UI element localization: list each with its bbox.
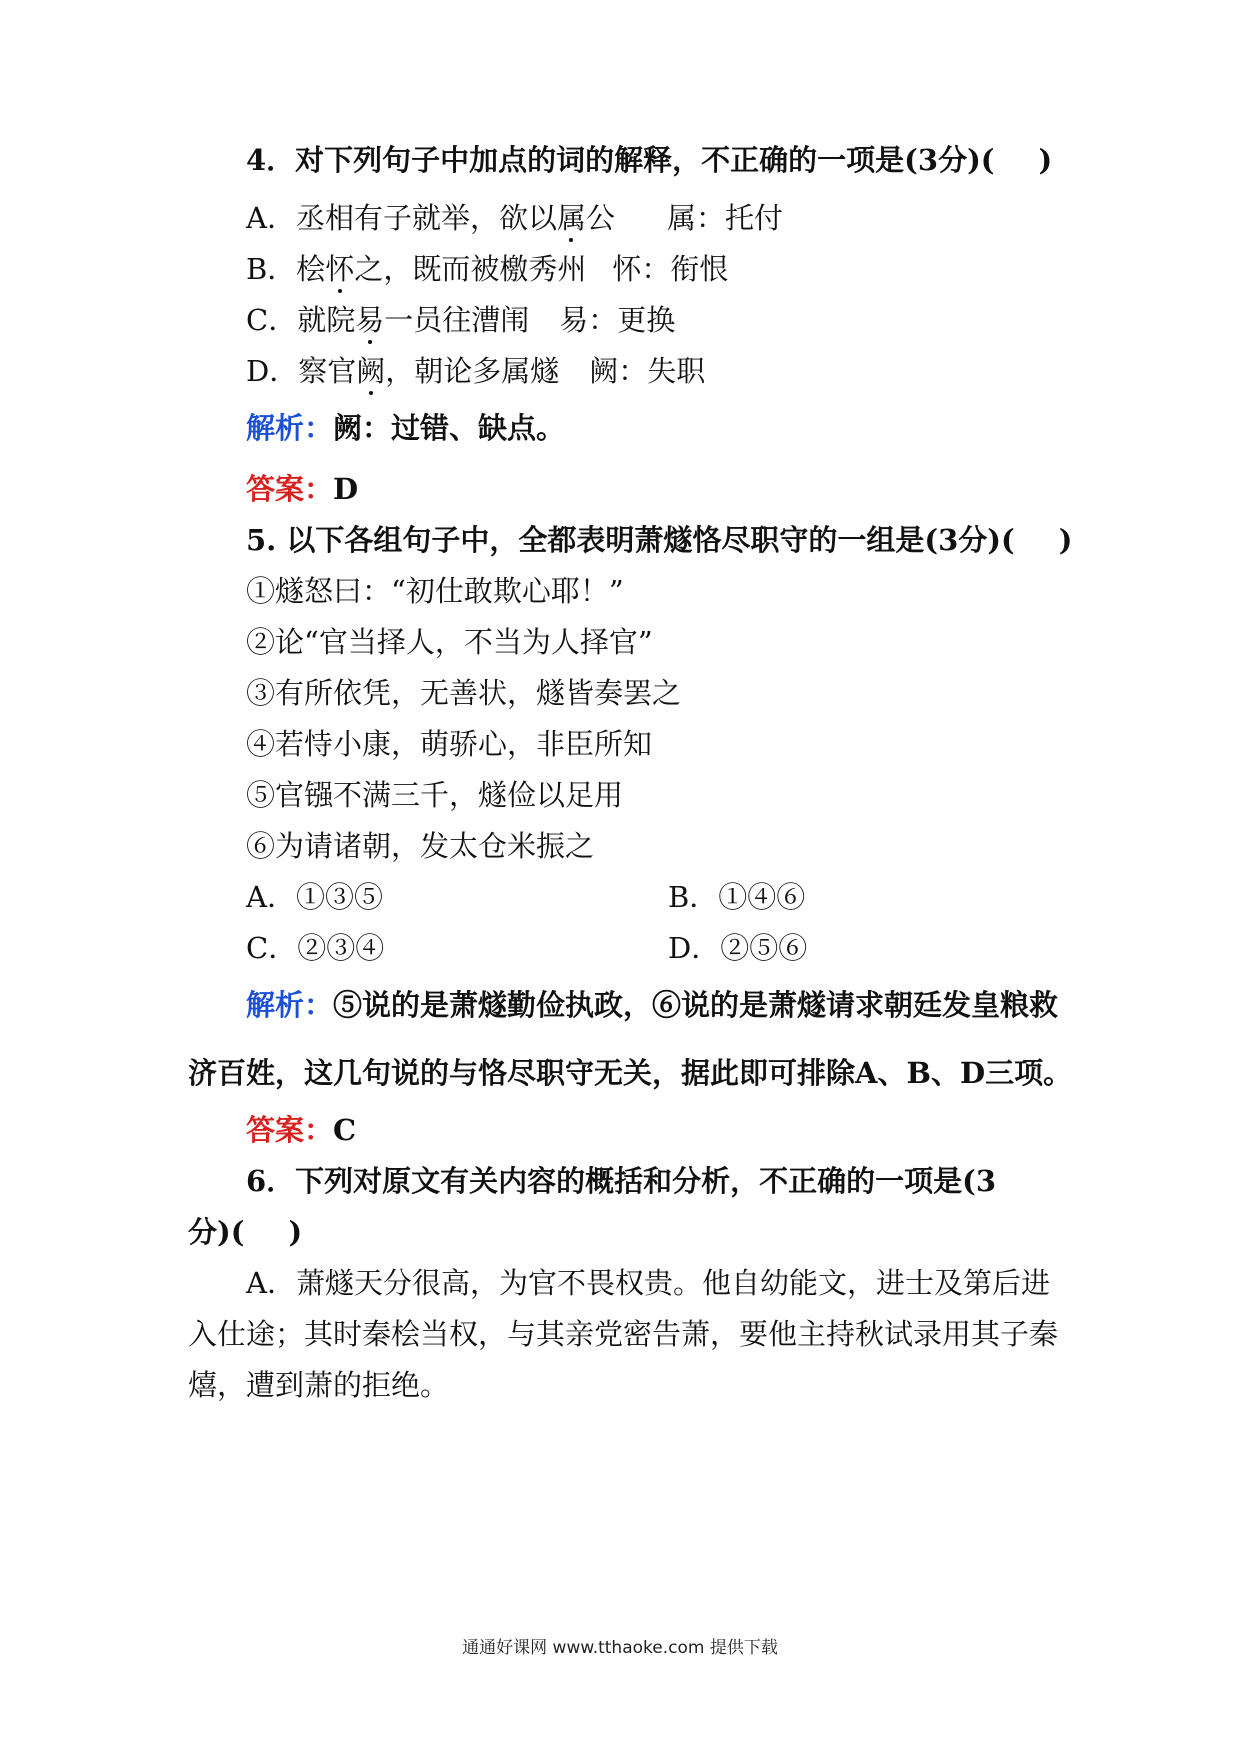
q5-choice-b: B．①④⑥ <box>668 880 806 914</box>
q5-answer-label: 答案： <box>246 1113 334 1147</box>
q4-option-d-definition: 阙：失职 <box>589 354 706 388</box>
q4-analysis <box>246 410 565 446</box>
q6-option-a-line-2: 入仕途；其时秦桧当权，与其亲党密告萧，要他主持秋试录用其子秦 <box>188 1317 1059 1351</box>
footer-credit: 通通好课网 www.tthaoke.com 提供下载 <box>462 1638 778 1658</box>
q6-stem-line-2 <box>188 1214 302 1250</box>
q4-answer-text: D <box>333 472 359 506</box>
q5-analysis-text-1: ⑤说的是萧燧勤俭执政，⑥说的是萧燧请求朝廷发皇粮救 <box>333 988 1059 1022</box>
q4-option-a-post: 公 <box>585 201 615 235</box>
q5-stem-end: ) <box>1058 523 1073 557</box>
q4-option-a-definition: 属：托付 <box>666 201 783 235</box>
q5-stem-text: 5. 以下各组句子中，全都表明萧燧恪尽职守的一组是(3分)( <box>246 523 1015 557</box>
q5-stem <box>246 522 1072 558</box>
q4-stem <box>246 142 1052 178</box>
q4-option-d-dotted-word: 阙 <box>356 354 386 388</box>
q4-option-d <box>246 353 705 389</box>
q5-item-4: ④若恃小康，萌骄心，非臣所知 <box>246 727 653 761</box>
q4-answer <box>246 471 358 507</box>
q4-option-d-post: ，朝论多属燧 <box>385 354 560 388</box>
q5-item-2: ②论“官当择人，不当为人择官” <box>246 625 653 659</box>
q5-choice-c: C．②③④ <box>246 931 385 965</box>
q5-choice-a: A．①③⑤ <box>246 880 383 914</box>
q6-stem-line-1: 6．下列对原文有关内容的概括和分析，不正确的一项是(3 <box>246 1164 997 1198</box>
q4-option-a-dotted-word: 属 <box>556 201 586 235</box>
q4-option-b-definition: 怀：衔恨 <box>612 252 729 286</box>
q5-item-1: ①燧怒曰：“初仕敢欺心耶！” <box>246 574 624 608</box>
q4-option-a-pre: A．丞相有子就举，欲以 <box>246 201 557 235</box>
q4-analysis-label: 解析： <box>246 411 334 445</box>
q5-analysis-line-1 <box>246 987 1058 1023</box>
q4-option-d-pre: D．察官 <box>246 354 357 388</box>
q6-stem-line-2-text: 分)( <box>188 1215 245 1249</box>
q5-item-6: ⑥为请诸朝，发太仓米振之 <box>246 829 595 863</box>
q4-option-b-pre: B．桧 <box>246 252 326 286</box>
q4-stem-text: 4．对下列句子中加点的词的解释，不正确的一项是(3分)( <box>246 143 995 177</box>
q4-analysis-text: 阙：过错、缺点。 <box>333 411 566 445</box>
q5-item-3: ③有所依凭，无善状，燧皆奏罢之 <box>246 676 682 710</box>
q5-analysis-line-2: 济百姓，这几句说的与恪尽职守无关，据此即可排除A、B、D三项。 <box>188 1056 1073 1090</box>
q4-answer-label: 答案： <box>246 472 334 506</box>
q4-stem-end: ) <box>1038 143 1053 177</box>
q5-analysis-label: 解析： <box>246 988 334 1022</box>
q4-option-c-dotted-word: 易 <box>355 303 385 337</box>
q4-option-b <box>246 251 728 287</box>
q6-option-a-line-1: A．萧燧天分很高，为官不畏权贵。他自幼能文，进士及第后进 <box>246 1266 1050 1300</box>
q5-answer-text: C <box>333 1113 357 1147</box>
q4-option-c <box>246 302 675 338</box>
q5-answer <box>246 1112 356 1148</box>
q5-item-5: ⑤官镪不满三千，燧俭以足用 <box>246 778 624 812</box>
q4-option-a <box>246 200 783 236</box>
q4-option-b-dotted-word: 怀 <box>325 252 355 286</box>
q6-option-a-line-3: 熺，遭到萧的拒绝。 <box>188 1368 450 1402</box>
q4-option-b-post: 之，既而被檄秀州 <box>354 252 587 286</box>
q4-option-c-post: 一员往漕闱 <box>384 303 530 337</box>
q4-option-c-definition: 易：更换 <box>559 303 676 337</box>
q6-stem-end: ) <box>288 1215 303 1249</box>
q5-choice-d: D．②⑤⑥ <box>668 931 808 965</box>
q4-option-c-pre: C．就院 <box>246 303 356 337</box>
